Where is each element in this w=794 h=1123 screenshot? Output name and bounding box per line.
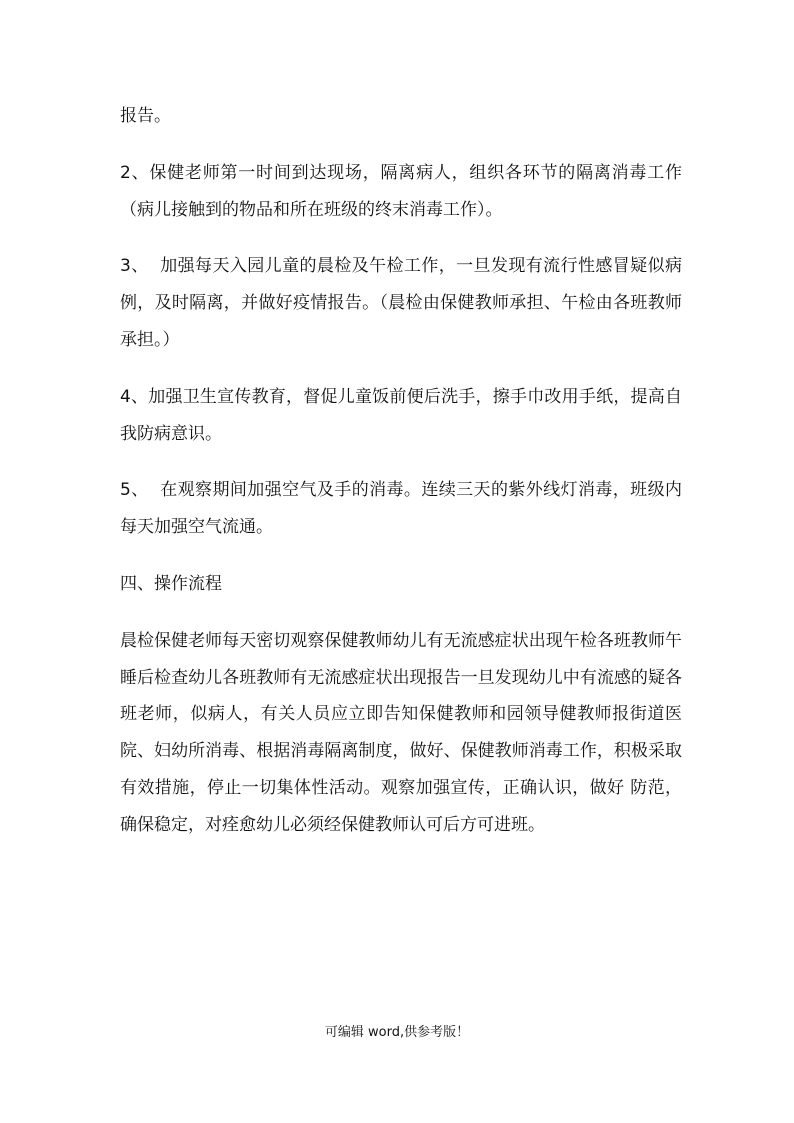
page-footer: 可编辑 word,供参考版！ bbox=[324, 1025, 470, 1040]
paragraph-item-3: 3、 加强每天入园儿童的晨检及午检工作，一旦发现有流行性感冒疑似病例，及时隔离，并做好疫情报告。（晨检由保健教师承担、午检由各班教师承担。） bbox=[120, 256, 682, 350]
paragraph-item-4: 4、加强卫生宣传教育，督促儿童饭前便后洗手，擦手巾改用手纸，提高自我防病意识。 bbox=[120, 386, 682, 444]
paragraph-report-end: 报告。 bbox=[120, 106, 171, 126]
document-body bbox=[120, 98, 682, 864]
paragraph-item-2: 2、保健老师第一时间到达现场，隔离病人，组织各环节的隔离消毒工作（病儿接触到的物品和所在班级的终末消毒工作）。 bbox=[120, 162, 682, 220]
paragraph-procedure-text: 晨检保健老师每天密切观察保健教师幼儿有无流感症状出现午检各班教师午睡后检查幼儿各班教师有无流感症状出现报告一旦发现幼儿中有流感的疑各班老师，似病人，有关人员应立即告知保健教师和园领导健教师报街道医院、妇幼所消毒、根据消毒隔离制度，做好、保健教师消毒工作，积极采取有效措施，停止一切集体性活动。观察加强宣传，正确认识，做好 防范，确保稳定，对痊愈幼儿必须经保健教师认可后方可进班。 bbox=[120, 630, 682, 835]
section-heading-procedure: 四、操作流程 bbox=[120, 573, 222, 594]
paragraph-item-5: 5、 在观察期间加强空气及手的消毒。连续三天的紫外线灯消毒，班级内每天加强空气流通。 bbox=[120, 480, 682, 538]
